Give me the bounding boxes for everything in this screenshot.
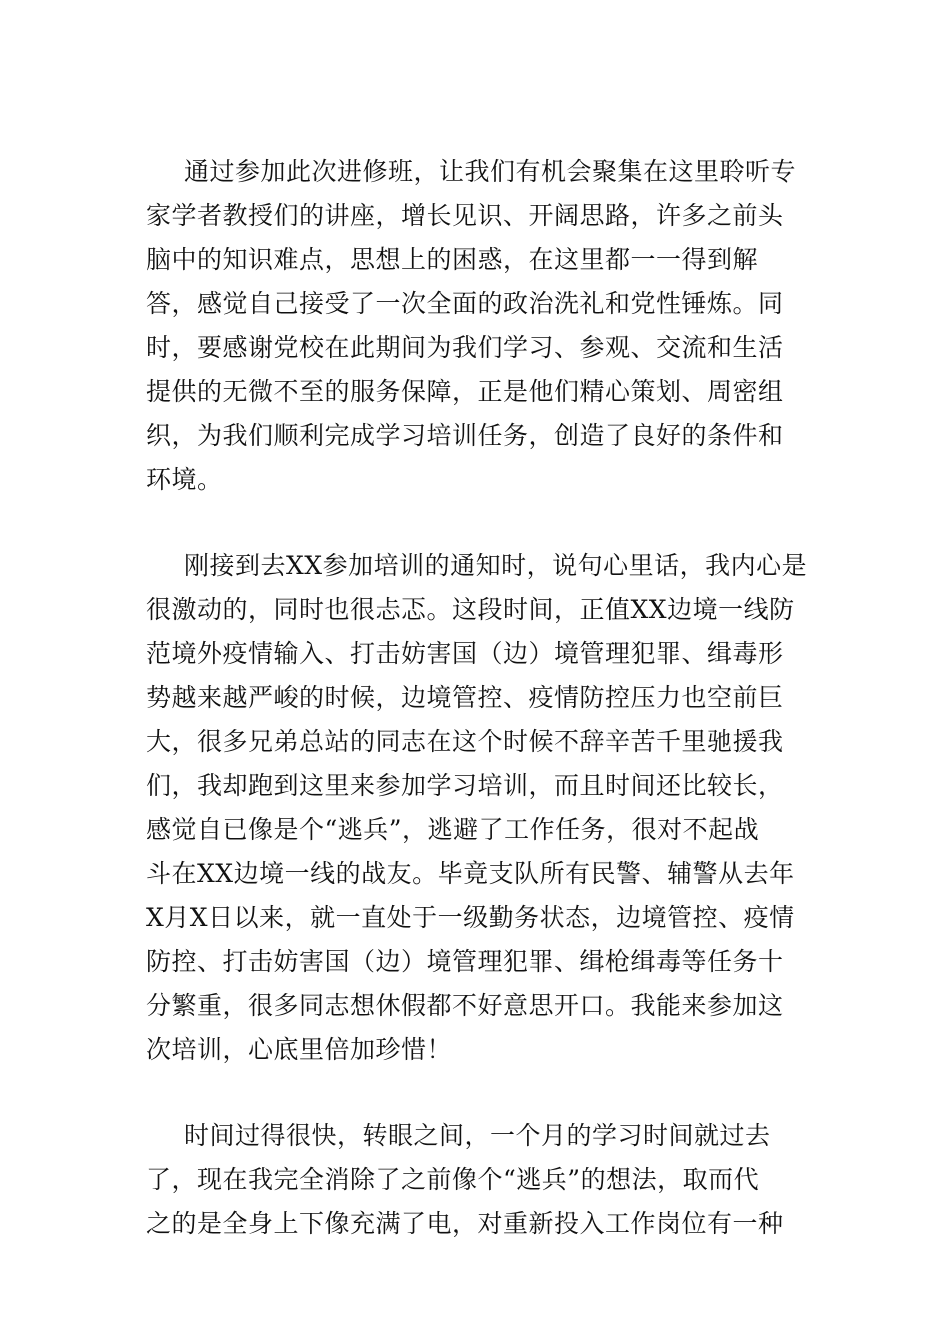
paragraph-line: 分繁重，很多同志想休假都不好意思开口。我能来参加这 [146,991,784,1020]
paragraph-line: 大，很多兄弟总站的同志在这个时候不辞辛苦千里驰援我 [146,727,784,756]
paragraph-line: 刚接到去XX参加培训的通知时，说句心里话，我内心是 [184,551,808,580]
paragraph-line: 家学者教授们的讲座，增长见识、开阔思路，许多之前头 [146,201,784,230]
paragraph-line: 很激动的，同时也很忐忑。这段时间，正值XX边境一线防 [146,595,795,624]
paragraph-line: 范境外疫情输入、打击妨害国（边）境管理犯罪、缉毒形 [146,639,784,668]
paragraph-line: 次培训，心底里倍加珍惜！ [146,1035,453,1064]
paragraph-line: 通过参加此次进修班，让我们有机会聚集在这里聆听专 [184,157,797,186]
paragraph-line: 织，为我们顺利完成学习培训任务，创造了良好的条件和 [146,421,784,450]
paragraph-line: 势越来越严峻的时候，边境管控、疫情防控压力也空前巨 [146,683,784,712]
paragraph-line: 提供的无微不至的服务保障，正是他们精心策划、周密组 [146,377,784,406]
paragraph-line: 环境。 [146,465,223,494]
paragraph-line: 感觉自已像是个“逃兵”，逃避了工作任务，很对不起战 [146,815,760,844]
paragraph-line: 了，现在我完全消除了之前像个“逃兵”的想法，取而代 [146,1165,760,1194]
paragraph-line: 防控、打击妨害国（边）境管理犯罪、缉枪缉毒等任务十 [146,947,784,976]
paragraph-line: 脑中的知识难点，思想上的困惑，在这里都一一得到解 [146,245,759,274]
paragraph-line: 答，感觉自己接受了一次全面的政治洗礼和党性锤炼。同 [146,289,784,318]
paragraph-line: 时，要感谢党校在此期间为我们学习、参观、交流和生活 [146,333,784,362]
paragraph-line: 斗在XX边境一线的战友。毕竟支队所有民警、辅警从去年 [146,859,795,888]
paragraph-line: 时间过得很快，转眼之间，一个月的学习时间就过去 [184,1121,771,1150]
paragraph-line: 之的是全身上下像充满了电，对重新投入工作岗位有一种 [146,1209,784,1238]
paragraph-line: 们，我却跑到这里来参加学习培训，而且时间还比较长， [146,771,784,800]
paragraph-line: X月X日以来，就一直处于一级勤务状态，边境管控、疫情 [146,903,795,932]
